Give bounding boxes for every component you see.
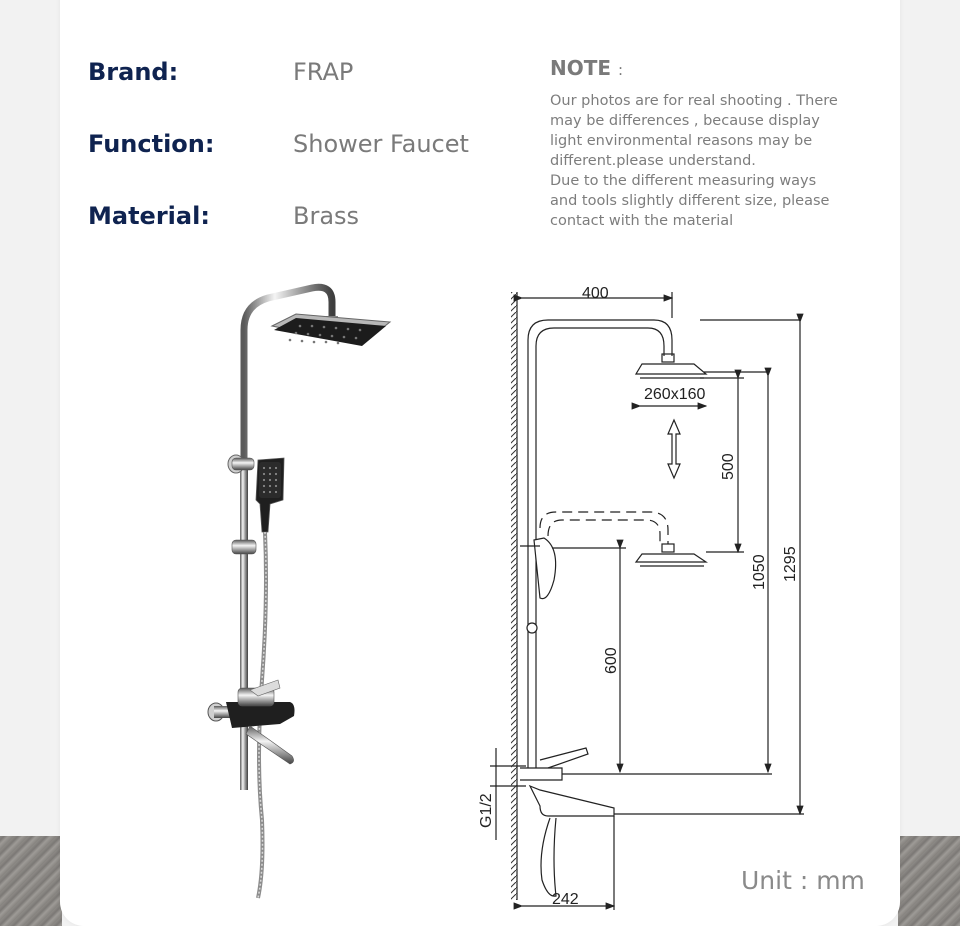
dim-slide-range: 500 <box>720 453 737 480</box>
note-title-text: NOTE <box>550 56 612 80</box>
dim-handset-height: 600 <box>603 647 620 674</box>
note-line: and tools slightly different size, please <box>550 193 830 209</box>
dim-head-height: 1050 <box>751 554 768 590</box>
unit-label: Unit : mm <box>741 866 865 895</box>
dim-bottom-width: 242 <box>552 891 579 908</box>
material-label: Material: <box>88 202 210 230</box>
handheld-shower <box>256 458 284 532</box>
rain-shower-head <box>272 314 390 346</box>
technical-drawing <box>490 292 804 910</box>
mixer-valve <box>208 680 295 764</box>
note-line: contact with the material <box>550 213 734 229</box>
note-line: Our photos are for real shooting . There <box>550 93 838 109</box>
note-line: light environmental reasons may be <box>550 133 813 149</box>
shower-product-image <box>208 287 390 898</box>
note-title-colon: : <box>618 61 624 79</box>
brand-value: FRAP <box>293 58 354 86</box>
function-value: Shower Faucet <box>293 130 469 158</box>
function-label: Function: <box>88 130 215 158</box>
note-line: Due to the different measuring ways <box>550 173 817 189</box>
material-value: Brass <box>293 202 360 230</box>
brand-label: Brand: <box>88 58 179 86</box>
note-line: may be differences , because display <box>550 113 820 129</box>
note-line: different.please understand. <box>550 153 756 169</box>
dim-head-size: 260x160 <box>644 386 706 403</box>
dim-total-height: 1295 <box>782 546 799 582</box>
dim-inlet: G1/2 <box>478 793 495 828</box>
dim-top-width: 400 <box>582 285 609 302</box>
